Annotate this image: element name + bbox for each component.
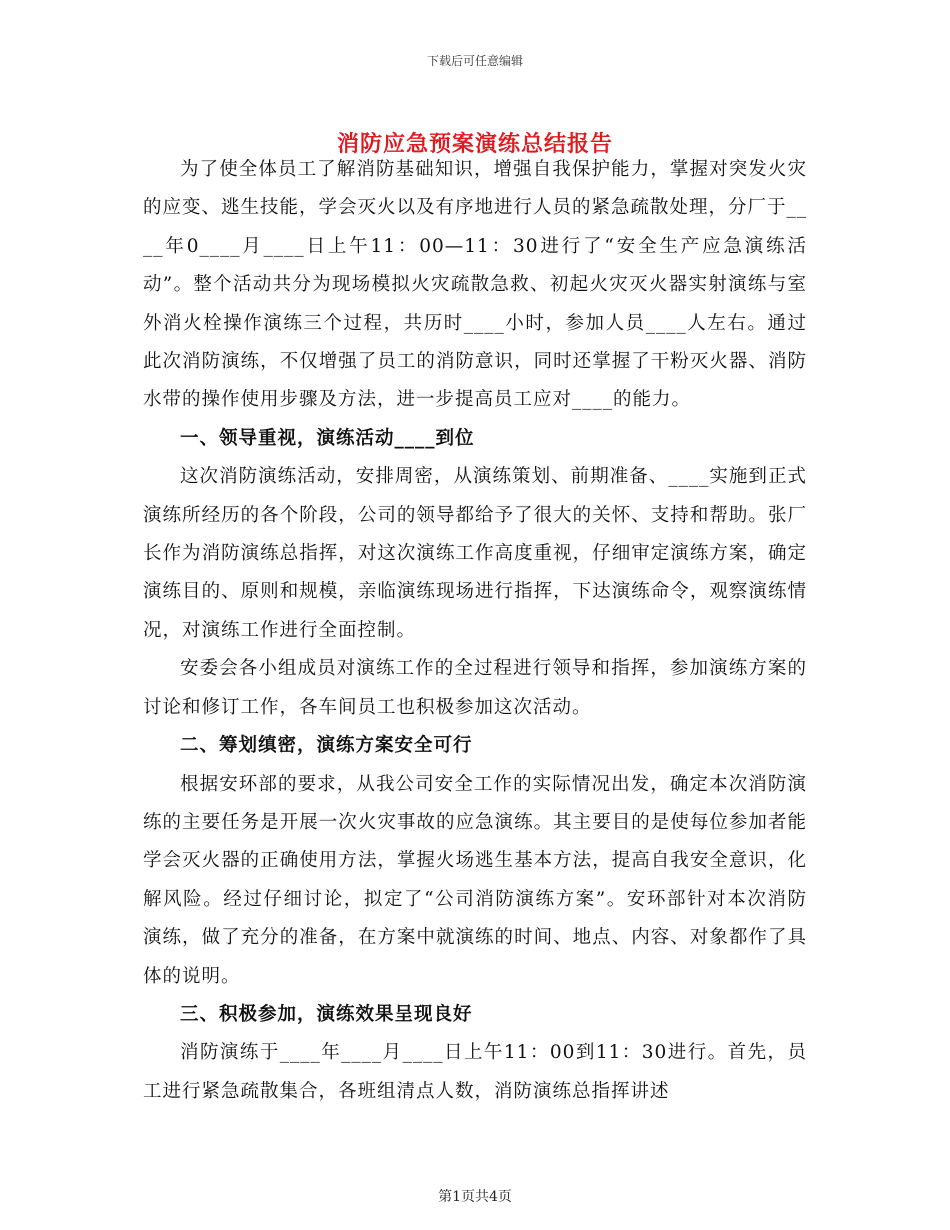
page-header-note: 下载后可任意编辑 [426,54,523,68]
section-heading-3: 三、积极参加，演练效果呈现良好 [180,1003,473,1025]
paragraph-section1-b: 安委会各小组成员对演练工作的全过程进行领导和指挥，参加演练方案的讨论和修订工作，各车间员工也积极参加这次活动。 [143,658,807,718]
paragraph-intro: 为了使全体员工了解消防基础知识，增强自我保护能力，掌握对突发火灾的应变、逃生技能，学会灭火以及有序地进行人员的紧急疏散处理，分厂于____年0____月____日上午11：00—11：30进行了“安全生产应急演练活动”。整个活动共分为现场模拟火灾疏散急救、初起火灾灭火器实射演练与室外消火栓操作演练三个过程，共历时____小时，参加人员____人左右。通过此次消防演练，不仅增强了员工的消防意识，同时还掌握了干粉灭火器、消防水带的操作使用步骤及方法，进一步提高员工应对____的能力。 [143,159,808,411]
section-heading-1: 一、领导重视，演练活动____到位 [180,427,475,449]
section-heading-2: 二、筹划缜密，演练方案安全可行 [180,735,473,757]
paragraph-section1-a: 这次消防演练活动，安排周密，从演练策划、前期准备、____实施到正式演练所经历的各个阶段，公司的领导都给予了很大的关怀、支持和帮助。张厂长作为消防演练总指挥，对这次演练工作高度重视，仔细审定演练方案，确定演练目的、原则和规模，亲临演练现场进行指挥，下达演练命令，观察演练情况，对演练工作进行全面控制。 [143,466,807,641]
document-title: 消防应急预案演练总结报告 [336,131,613,157]
paragraph-section2: 根据安环部的要求，从我公司安全工作的实际情况出发，确定本次消防演练的主要任务是开展一次火灾事故的应急演练。其主要目的是使每位参加者能学会灭火器的正确使用方法，掌握火场逃生基本方法，提高自我安全意识，化解风险。经过仔细讨论，拟定了“公司消防演练方案”。安环部针对本次消防演练，做了充分的准备，在方案中就演练的时间、地点、内容、对象都作了具体的说明。 [143,773,807,987]
paragraph-section3: 消防演练于____年____月____日上午11：00到11：30进行。首先，员工进行紧急疏散集合，各班组清点人数，消防演练总指挥讲述 [143,1042,807,1102]
document-body [143,151,807,1111]
page-number: 第1页共4页 [438,1189,512,1205]
